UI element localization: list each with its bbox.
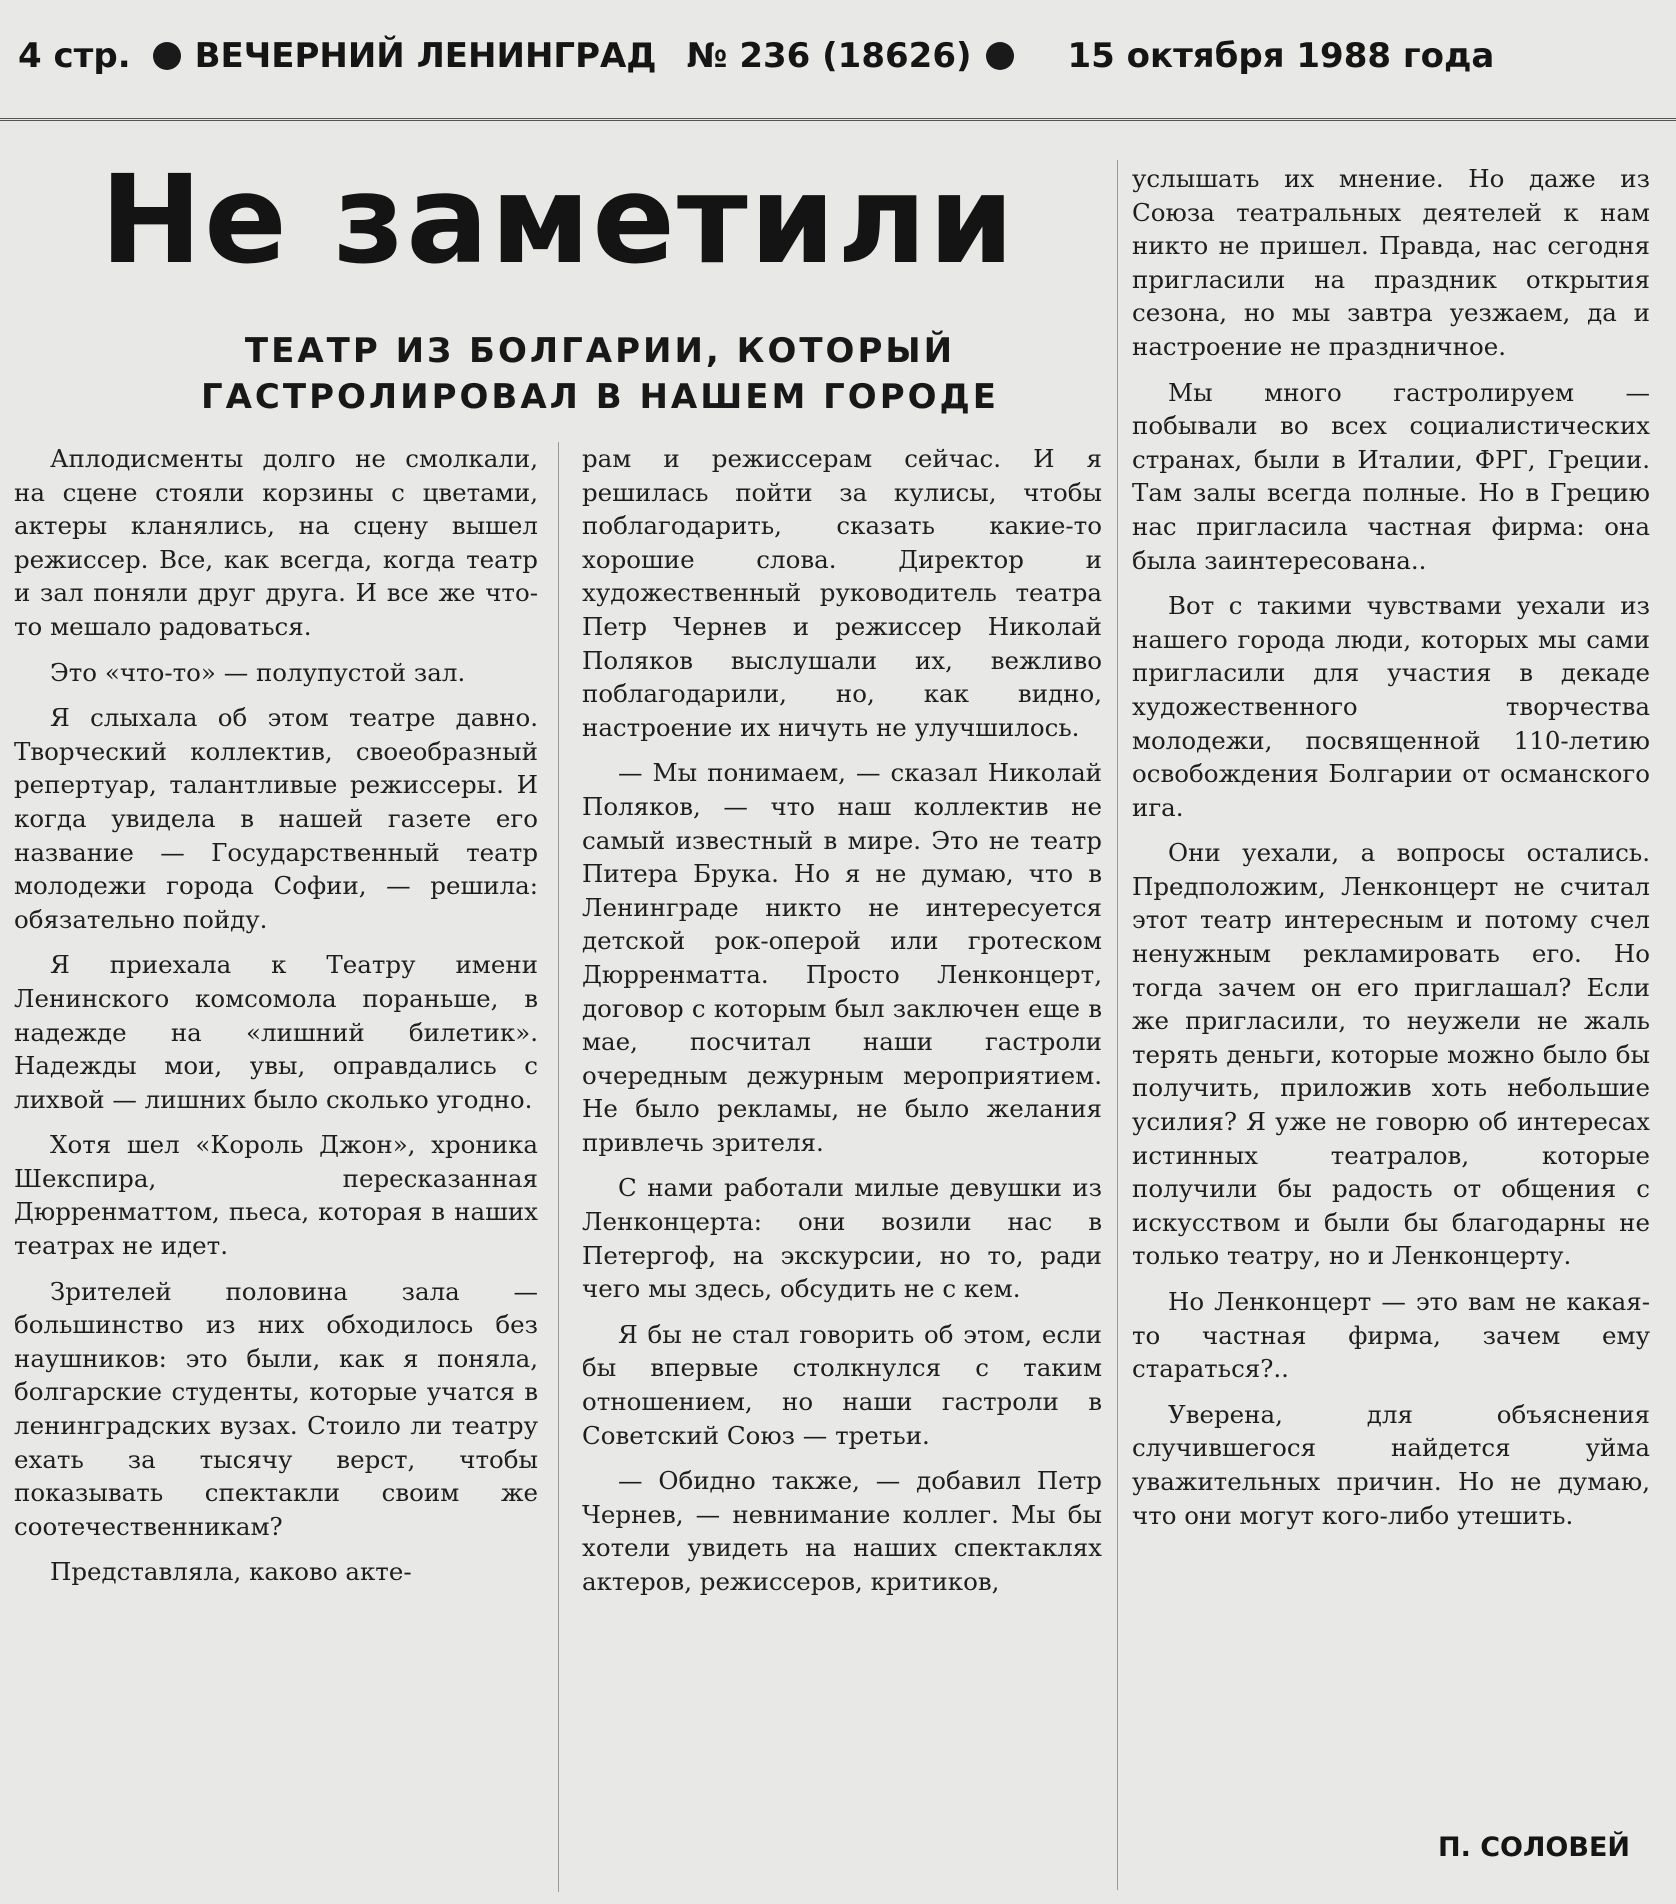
article-column-2	[582, 442, 1102, 1611]
article-subhead	[90, 328, 1110, 420]
article-column-3	[1132, 162, 1650, 1544]
paragraph: — Обидно также, — добавил Петр Чернев, — невнимание коллег. Мы бы хотели увидеть на наших спектаклях актеров, режиссеров, критиков,	[582, 1466, 1102, 1596]
paragraph: Я приехала к Театру имени Ленинского комсомола пораньше, в надежде на «лишний билетик». Надежды мои, увы, оправдались с лихвой — лишних было сколько угодно.	[14, 950, 538, 1114]
paragraph: Мы много гастролируем — побывали во всех социалистических странах, были в Италии, ФРГ, Греции. Там залы всегда полные. Но в Грецию нас пригласила частная фирма: она была заинтересована..	[1132, 377, 1650, 575]
page-number: 4 стр.	[18, 36, 131, 76]
paragraph: Представляла, каково акте-	[50, 1557, 412, 1587]
paragraph: Аплодисменты долго не смолкали, на сцене стояли корзины с цветами, актеры кланялись, на сцену вышел режиссер. Все, как всегда, когда театр и зал поняли друг друга. И все же что-то мешало радоваться.	[14, 444, 538, 641]
masthead	[18, 26, 1658, 86]
paragraph: услышать их мнение. Но даже из Союза театральных деятелей к нам никто не пришел. Правда, нас сегодня пригласили на праздник открытия сезона, но мы завтра уезжаем, да и настроение не праздничное.	[1132, 164, 1650, 361]
column-divider	[558, 442, 559, 1892]
paragraph: Я бы не стал говорить об этом, если бы впервые столкнулся с таким отношением, но наши гастроли в Советский Союз — третьи.	[582, 1319, 1102, 1450]
paragraph: рам и режиссерам сейчас. И я решилась пойти за кулисы, чтобы поблагодарить, сказать какие-то хорошие слова. Директор и художественный руководитель театра Петр Чернев и режиссер Николай Поляков выслушали их, вежливо поблагодарили, но, как видно, настроение их ничуть не улучшилось.	[582, 444, 1102, 742]
newspaper-name: ВЕЧЕРНИЙ ЛЕНИНГРАД	[194, 36, 657, 76]
issue-number: № 236 (18626)	[686, 36, 972, 76]
paragraph: Но Ленконцерт — это вам не какая-то частная фирма, зачем ему стараться?..	[1132, 1287, 1650, 1384]
paragraph: Я слыхала об этом театре давно. Творческий коллектив, своеобразный репертуар, талантливые режиссеры. И когда увидела в нашей газете его название — Государственный театр молодежи города Софии, — решила: обязательно пойду.	[14, 703, 538, 934]
article-headline: Не заметили	[100, 149, 1017, 291]
bullet-icon	[986, 42, 1014, 70]
paragraph: Они уехали, а вопросы остались. Предположим, Ленконцерт не считал этот театр интересным и потому счел ненужным рекламировать его. Но тогда зачем он его приглашал? Если же пригласили, то неужели не жаль терять деньги, которые можно было бы получить, приложив хоть небольшие усилия? Я уже не говорю об интересах истинных театралов, которые получили бы радость от общения с искусством и были бы благодарны не только театру, но и Ленконцерту.	[1132, 838, 1650, 1271]
paragraph: — Мы понимаем, — сказал Николай Поляков, — что наш коллектив не самый известный в мире. Это не театр Питера Брука. Но я не думаю, что в Ленинграде никто не интересуется детской рок-оперой или гротеском Дюрренматта. Просто Ленконцерт, договор с которым был заключен еще в мае, посчитал наши гастроли очередным дежурным мероприятием. Не было рекламы, не было желания привлечь зрителя.	[582, 758, 1102, 1157]
masthead-rule	[0, 118, 1676, 121]
paragraph: С нами работали милые девушки из Ленконцерта: они возили нас в Петергоф, на экскурсии, но то, ради чего мы здесь, обсудить не с кем.	[582, 1173, 1102, 1304]
paragraph: Хотя шел «Король Джон», хроника Шекспира, пересказанная Дюрренматтом, пьеса, которая в наших театрах не идет.	[14, 1130, 538, 1261]
paragraph: Вот с такими чувствами уехали из нашего города люди, которых мы сами пригласили для участия в декаде художественного творчества молодежи, посвященной 110-летию освобождения Болгарии от османского ига.	[1132, 591, 1650, 822]
paragraph: Это «что-то» — полупустой зал.	[50, 657, 466, 687]
paragraph: Уверена, для объяснения случившегося найдется уйма уважительных причин. Но не думаю, что они могут кого-либо утешить.	[1132, 1399, 1650, 1530]
paragraph: Зрителей половина зала — большинство из них обходилось без наушников: это были, как я поняла, болгарские студенты, которые учатся в ленинградских вузах. Стоило ли театру ехать за тысячу верст, чтобы показывать спектакли своим же соотечественникам?	[14, 1276, 538, 1541]
subhead-line: ТЕАТР ИЗ БОЛГАРИИ, КОТОРЫЙ	[244, 331, 956, 371]
bullet-icon	[153, 42, 181, 70]
issue-date: 15 октября 1988 года	[1067, 36, 1495, 76]
author-signature: П. СОЛОВЕЙ	[1437, 1832, 1630, 1863]
column-divider	[1117, 160, 1118, 1890]
article-column-1	[14, 442, 538, 1601]
subhead-line: ГАСТРОЛИРОВАЛ В НАШЕМ ГОРОДЕ	[200, 377, 1000, 417]
